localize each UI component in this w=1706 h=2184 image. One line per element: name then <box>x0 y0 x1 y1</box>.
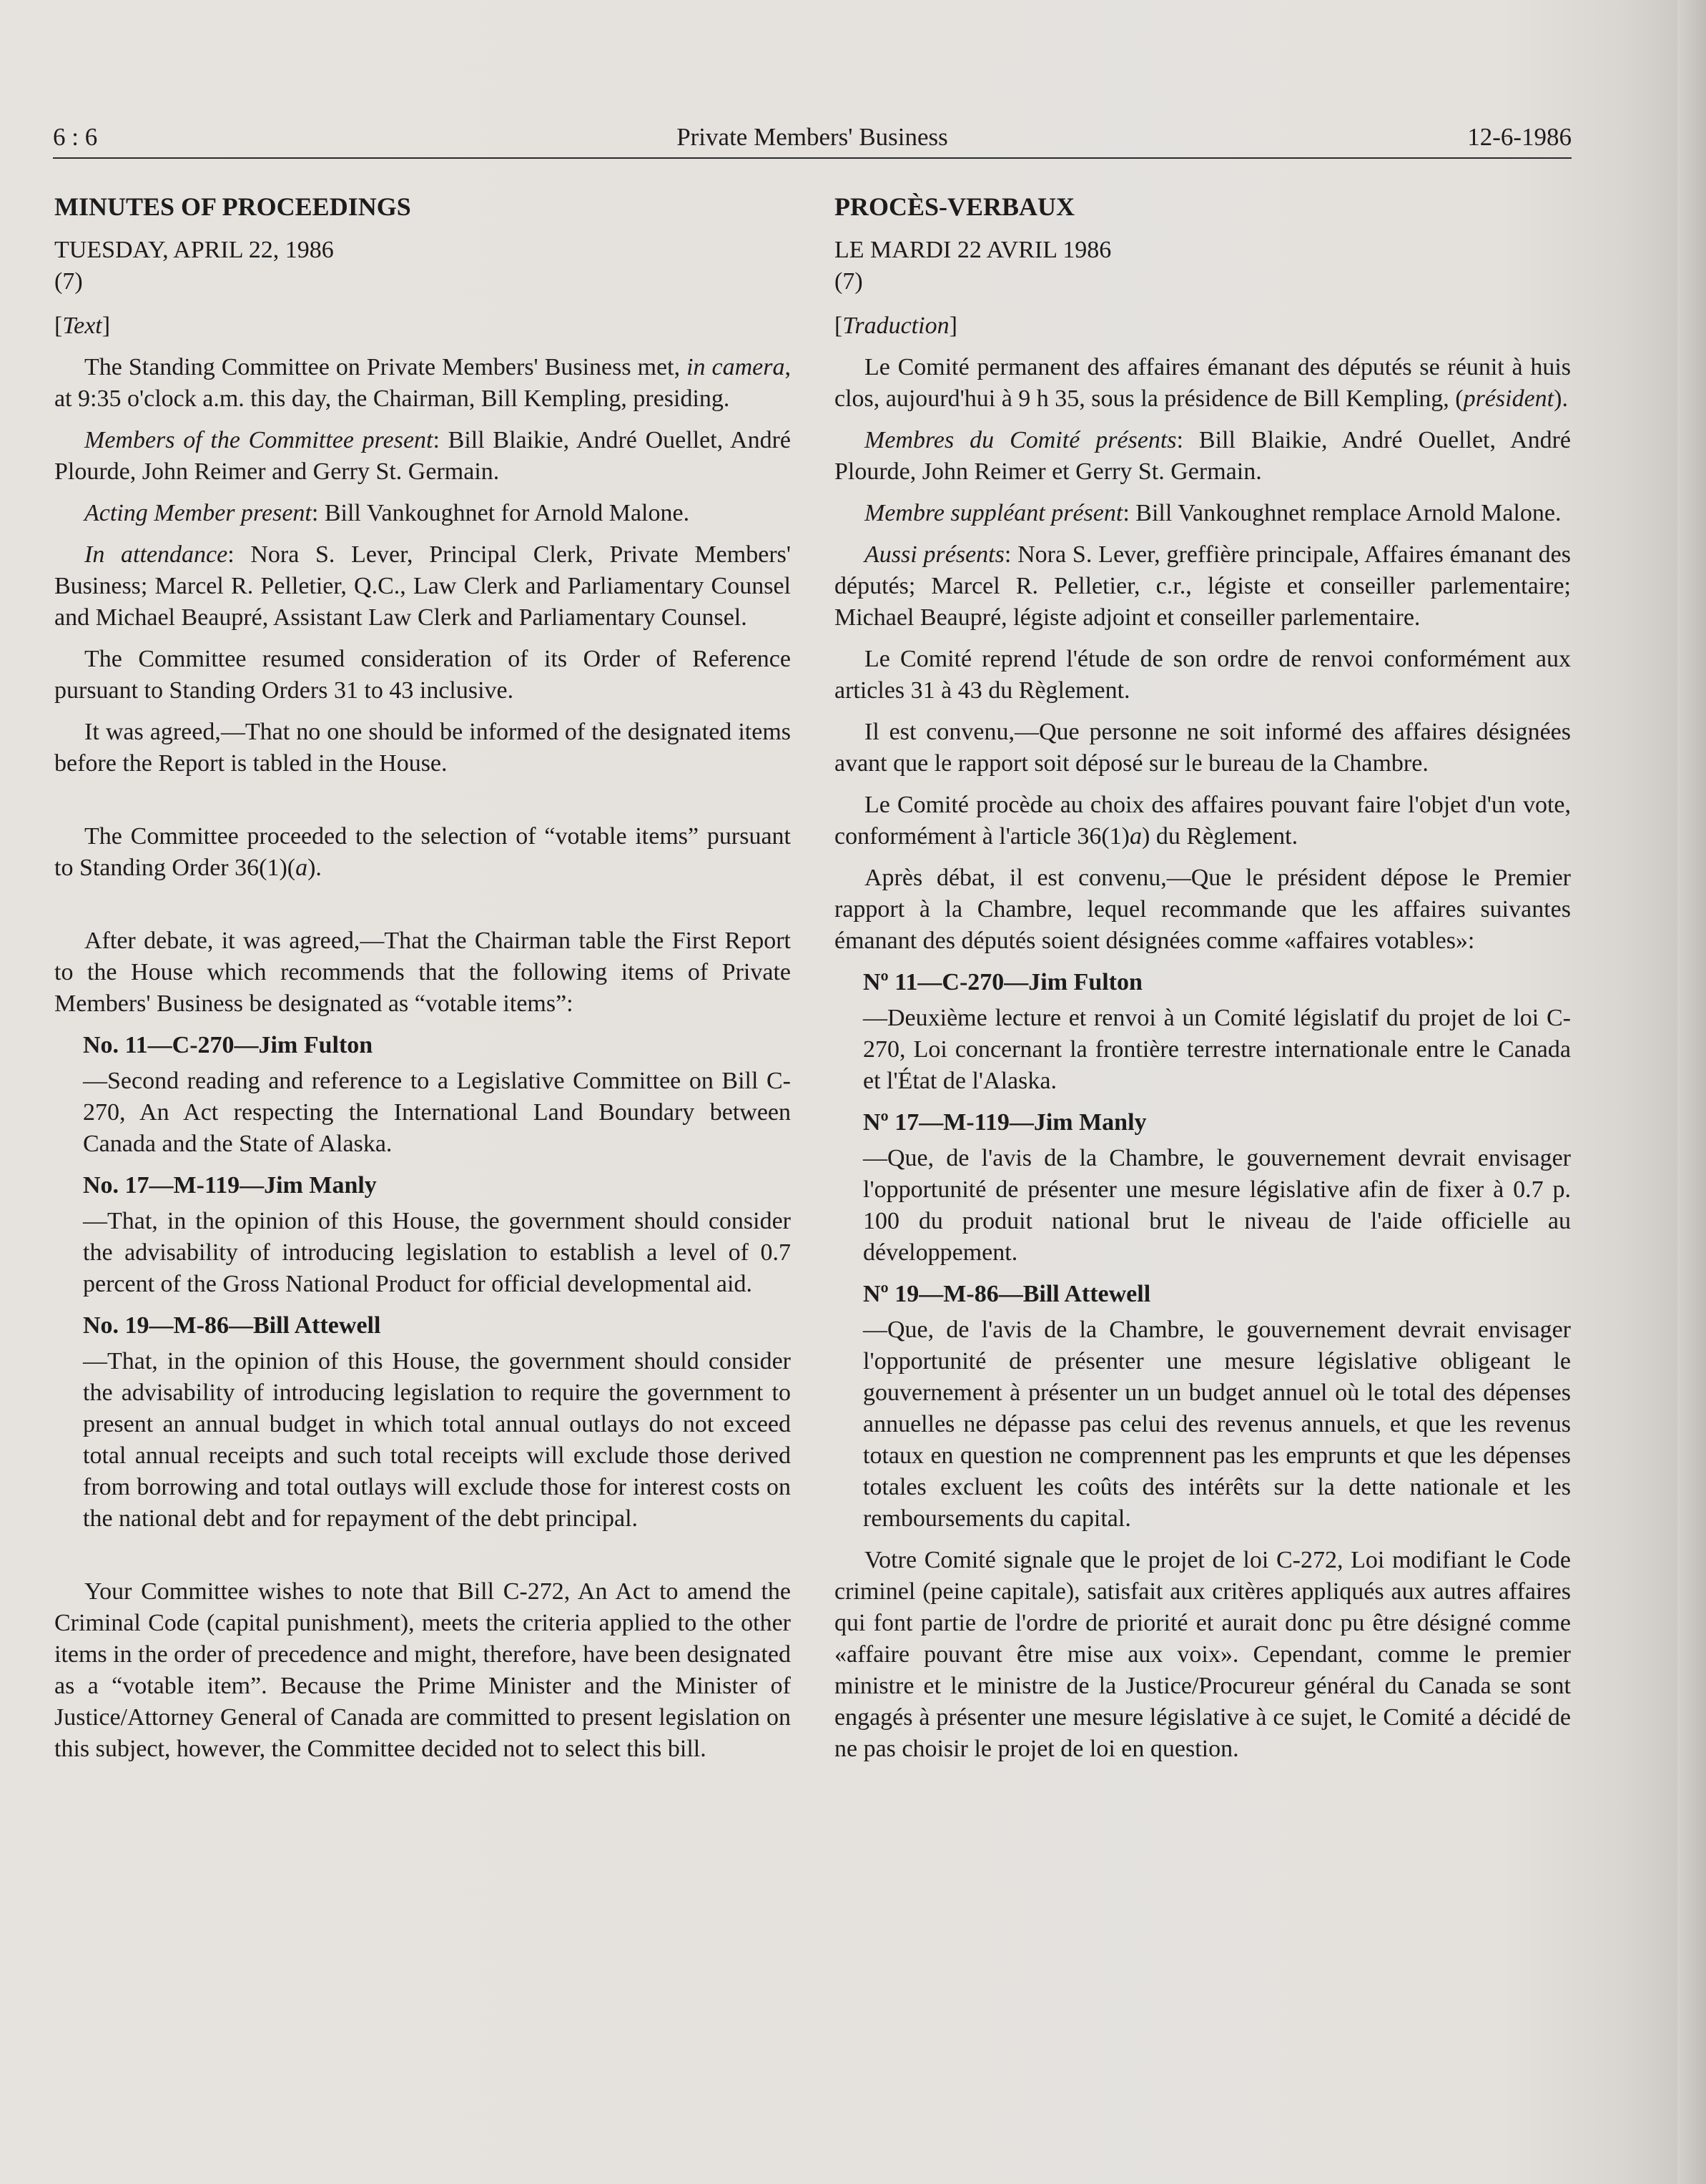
english-p2-text: : Bill Blaikie, André Ouellet, André Plourde, John Reimer and Gerry St. Germain. <box>54 427 791 485</box>
french-item-text: —Que, de l'avis de la Chambre, le gouvernement devrait envisager l'opportunité de présenter une mesure législative obligeant le gouvernement à présenter un un budget annuel où le total des dépenses annuelles ne dépasse pas celui des revenus annuels, et que les revenus totaux en question ne comprennent pas les emprunts et que les dépenses totales excluent les coûts des intérêts sur la dette nationale et les remboursements du capital. <box>863 1317 1571 1532</box>
english-meeting-date: TUESDAY, APRIL 22, 1986 <box>54 237 334 263</box>
french-paragraph-debate: Après débat, il est convenu,—Que le président dépose le Premier rapport à la Chambre, lequel recommande que les affaires suivantes émanant des députés soient désignées comme «affaires votables»: <box>834 865 1571 954</box>
english-paragraph-acting <box>54 498 791 529</box>
french-text-open: [ <box>834 313 843 339</box>
french-p2-label: Membres du Comité présents <box>864 427 1177 453</box>
page-spine-shadow <box>1677 0 1706 2184</box>
french-paragraph-acting <box>834 498 1571 529</box>
french-p3-text: : Bill Vankoughnet remplace Arnold Malone. <box>1123 500 1562 526</box>
french-p1-b: président <box>1463 385 1554 412</box>
french-paragraph-attendance <box>834 539 1571 634</box>
english-paragraph-note: Your Committee wishes to note that Bill C-272, An Act to amend the Criminal Code (capital punishment), meets the criteria applied to the other items in the order of precedence and might, therefore, have been designated as a “votable item”. Because the Prime Minister and the Minister of Justice/Attorney General of Canada are committed to present legislation on this subject, however, the Committee decided not to select this bill. <box>54 1578 791 1762</box>
french-meeting-date: LE MARDI 22 AVRIL 1986 <box>834 237 1112 263</box>
english-paragraph-debate: After debate, it was agreed,—That the Chairman table the First Report to the House which recommends that the following items of Private Members' Business be designated as “votable items”: <box>54 928 791 1017</box>
english-p3-text: : Bill Vankoughnet for Arnold Malone. <box>311 500 690 526</box>
french-heading: PROCÈS-VERBAUX <box>834 192 1075 221</box>
french-p7-b: a <box>1130 823 1142 850</box>
french-text-word: Traduction <box>842 313 950 339</box>
french-p7-a: Le Comité procède au choix des affaires pouvant faire l'objet d'un vote, conformément à l'article 36(1) <box>834 792 1571 850</box>
english-p1-b: in camera <box>686 354 785 380</box>
english-text-label <box>54 310 791 342</box>
french-text-label <box>834 310 1571 342</box>
english-paragraph-opening <box>54 352 791 415</box>
english-item-title: No. 11—C-270—Jim Fulton <box>83 1032 373 1058</box>
french-paragraph-resumed: Le Comité reprend l'étude de son ordre de renvoi conformément aux articles 31 à 43 du Règlement. <box>834 646 1571 704</box>
header-date: 12-6-1986 <box>1467 123 1572 151</box>
english-text-close: ] <box>102 313 111 339</box>
english-text-open: [ <box>54 313 63 339</box>
english-paragraph-attendance <box>54 539 791 634</box>
english-paragraph-selection <box>54 821 791 884</box>
french-item-text: —Deuxième lecture et renvoi à un Comité législatif du projet de loi C-270, Loi concernant la frontière terrestre internationale entre le Canada et l'État de l'Alaska. <box>863 1005 1571 1094</box>
french-item-title: Nº 19—M-86—Bill Attewell <box>863 1281 1151 1307</box>
english-p1-a: The Standing Committee on Private Members' Business met, <box>84 354 687 380</box>
french-p2-text: : Bill Blaikie, André Ouellet, André Plourde, John Reimer et Gerry St. Germain. <box>834 427 1571 485</box>
english-item-text: —That, in the opinion of this House, the government should consider the advisability of introducing legislation to require the government to present an annual budget in which total annual outlays do not exceed total annual receipts and such total receipts will exclude those derived from borrowing and total outlays will exclude those for interest costs on the national debt and for repayment of the debt principal. <box>83 1348 791 1532</box>
english-p1-c: , at 9:35 o'clock a.m. this day, the Chairman, Bill Kempling, presiding. <box>54 354 791 412</box>
french-paragraph-agreed: Il est convenu,—Que personne ne soit informé des affaires désignées avant que le rapport soit déposé sur le bureau de la Chambre. <box>834 719 1571 777</box>
english-paragraph-members <box>54 425 791 488</box>
english-p7-b: a <box>295 855 308 881</box>
french-item-title: Nº 17—M-119—Jim Manly <box>863 1109 1147 1136</box>
header-title: Private Members' Business <box>676 123 948 151</box>
french-paragraph-members <box>834 425 1571 488</box>
english-paragraph-agreed: It was agreed,—That no one should be informed of the designated items before the Report is tabled in the House. <box>54 719 791 777</box>
french-item-title: Nº 11—C-270—Jim Fulton <box>863 969 1143 995</box>
french-item-text: —Que, de l'avis de la Chambre, le gouvernement devrait envisager l'opportunité de présenter une mesure législative afin de fixer à 0.7 p. 100 du produit national brut le niveau de l'aide officielle au développement. <box>863 1145 1571 1266</box>
english-p4-label: In attendance <box>84 541 228 568</box>
french-paragraph-opening <box>834 352 1571 415</box>
english-heading: MINUTES OF PROCEEDINGS <box>54 192 411 221</box>
english-item-title: No. 17—M-119—Jim Manly <box>83 1172 377 1199</box>
english-p2-label: Members of the Committee present <box>84 427 433 453</box>
french-p1-c: ). <box>1554 385 1568 412</box>
french-text-close: ] <box>949 313 957 339</box>
french-paragraph-selection <box>834 790 1571 852</box>
english-p7-a: The Committee proceeded to the selection of “votable items” pursuant to Standing Order 36(1)( <box>54 823 791 881</box>
french-p3-label: Membre suppléant présent <box>864 500 1123 526</box>
english-item-title: No. 19—M-86—Bill Attewell <box>83 1312 381 1339</box>
english-item-text: —That, in the opinion of this House, the government should consider the advisability of introducing legislation to establish a level of 0.7 percent of the Gross National Product for official developmental aid. <box>83 1208 791 1297</box>
running-header <box>53 120 1572 159</box>
french-p4-label: Aussi présents <box>864 541 1005 568</box>
french-meeting-number: (7) <box>834 268 863 295</box>
english-paragraph-resumed: The Committee resumed consideration of its Order of Reference pursuant to Standing Orders 31 to 43 inclusive. <box>54 646 791 704</box>
french-paragraph-note: Votre Comité signale que le projet de loi C-272, Loi modifiant le Code criminel (peine capitale), satisfait aux critères appliqués aux autres affaires qui font partie de l'ordre de priorité et aurait donc pu être désigné comme «affaire pouvant être mise aux voix». Cependant, comme le premier ministre et le ministre de la Justice/Procureur général du Canada se sont engagés à présenter une mesure législative à ce sujet, le Comité a décidé de ne pas choisir le projet de loi en question. <box>834 1547 1571 1762</box>
english-p7-c: ). <box>307 855 322 881</box>
english-p4-text: : Nora S. Lever, Principal Clerk, Private Members' Business; Marcel R. Pelletier, Q.C., Law Clerk and Parliamentary Counsel and Michael Beaupré, Assistant Law Clerk and Parliamentary Counsel. <box>54 541 791 631</box>
french-p4-text: : Nora S. Lever, greffière principale, Affaires émanant des députés; Marcel R. Pelletier, c.r., légiste et conseiller parlementaire; Michael Beaupré, légiste adjoint et conseiller parlementaire. <box>834 541 1572 631</box>
french-p7-c: ) du Règlement. <box>1142 823 1298 850</box>
french-p1-a: Le Comité permanent des affaires émanant des députés se réunit à huis clos, aujourd'hui à 9 h 35, sous la présidence de Bill Kempling, ( <box>834 354 1571 412</box>
english-meeting-number: (7) <box>54 268 83 295</box>
english-column <box>54 190 791 1765</box>
english-p3-label: Acting Member present <box>84 500 312 526</box>
french-column <box>834 190 1571 1765</box>
header-page-number: 6 : 6 <box>53 123 98 151</box>
english-item-text: —Second reading and reference to a Legislative Committee on Bill C-270, An Act respecting the International Land Boundary between Canada and the State of Alaska. <box>83 1068 791 1157</box>
english-text-word: Text <box>62 313 102 339</box>
